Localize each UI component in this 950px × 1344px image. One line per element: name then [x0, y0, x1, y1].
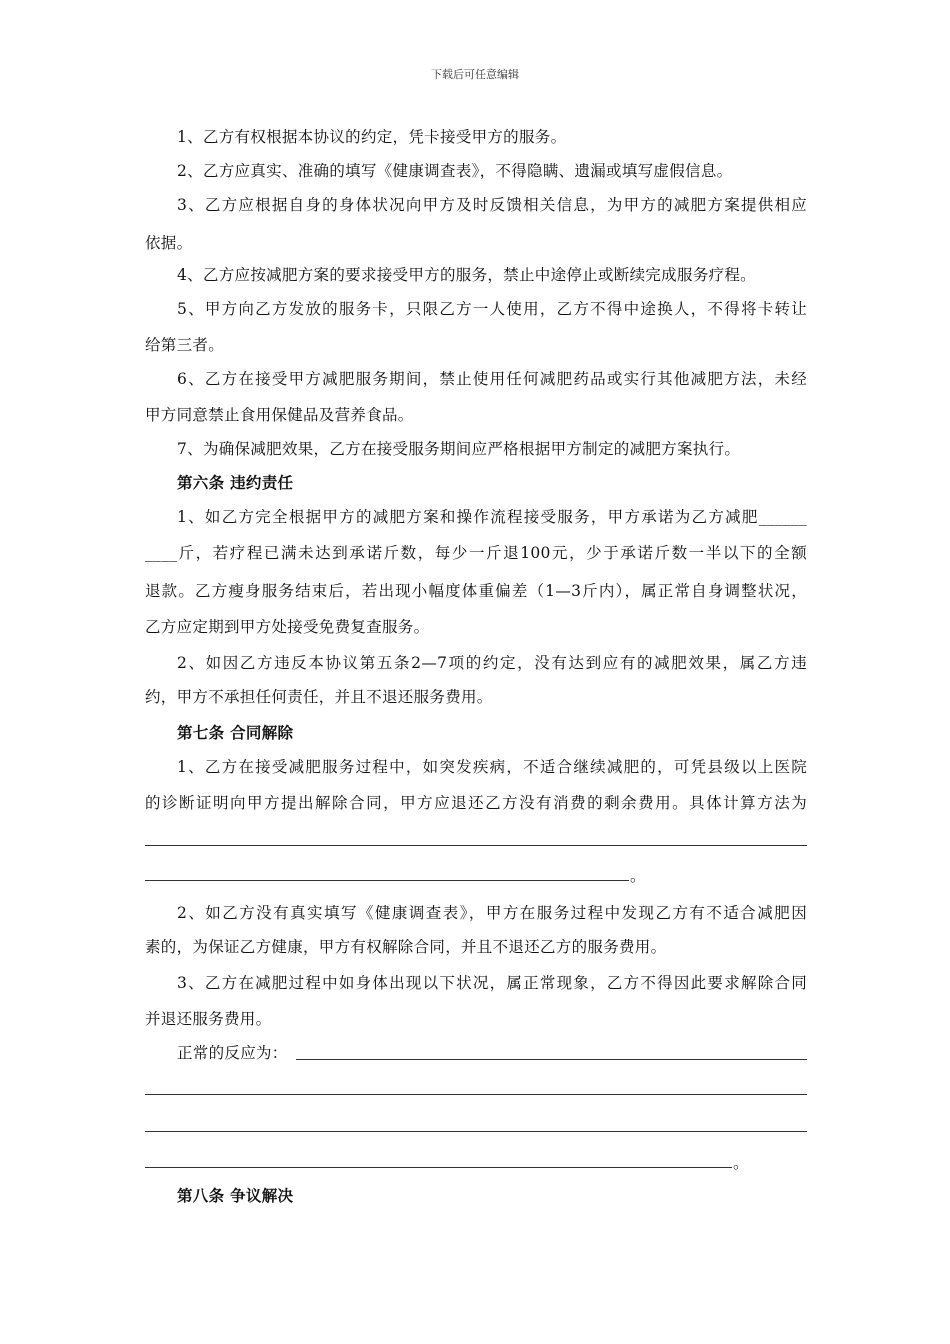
- blank-line: [145, 880, 629, 881]
- page-header: 下载后可任意编辑: [431, 68, 519, 81]
- article-7-heading: 第七条 合同解除: [177, 723, 294, 742]
- article-6-item-1-line1: 1、如乙方完全根据甲方的减肥方案和操作流程接受服务，甲方承诺为乙方减肥______: [177, 508, 807, 526]
- blank-line: [296, 1059, 807, 1060]
- article-7-item-2-line2: 素的，为保证乙方健康，甲方有权解除合同，并且不退还乙方的服务费用。: [145, 938, 667, 956]
- article-7-item-1-line2: 的诊断证明向甲方提出解除合同，甲方应退还乙方没有消费的剩余费用。具体计算方法为: [145, 794, 807, 812]
- clause-5-item-1: 1、乙方有权根据本协议的约定，凭卡接受甲方的服务。: [177, 128, 567, 146]
- article-6-item-2-line2: 约，甲方不承担任何责任，并且不退还服务费用。: [145, 688, 493, 706]
- article-6-item-1-line4: 乙方应定期到甲方处接受免费复查服务。: [145, 618, 430, 636]
- clause-5-item-5-line2: 给第三者。: [145, 336, 225, 354]
- article-7-item-2-line1: 2、如乙方没有真实填写《健康调查表》，甲方在服务过程中发现乙方有不适合减肥因: [177, 904, 807, 922]
- blank-line: [145, 1094, 807, 1095]
- normal-reaction-label: 正常的反应为：: [177, 1044, 288, 1062]
- article-6-item-1-line2: ____斤，若疗程已满未达到承诺斤数，每少一斤退100元，少于承诺斤数一半以下的全额: [145, 544, 807, 562]
- clause-5-item-6-line1: 6、乙方在接受甲方减肥服务期间，禁止使用任何减肥药品或实行其他减肥方法，未经: [177, 370, 807, 388]
- blank-line: [145, 845, 807, 846]
- blank-line: [145, 1167, 732, 1168]
- clause-5-item-2: 2、乙方应真实、准确的填写《健康调查表》，不得隐瞒、遗漏或填写虚假信息。: [177, 162, 733, 180]
- clause-5-item-5-line1: 5、甲方向乙方发放的服务卡，只限乙方一人使用，乙方不得中途换人，不得将卡转让: [177, 300, 807, 318]
- article-6-item-2-line1: 2、如因乙方违反本协议第五条2—7项的约定，没有达到应有的减肥效果，属乙方违: [177, 654, 807, 672]
- article-7-item-1-line1: 1、乙方在接受减肥服务过程中，如突发疾病，不适合继续减肥的，可凭县级以上医院: [177, 758, 807, 776]
- clause-5-item-7: 7、为确保减肥效果，乙方在接受服务期间应严格根据甲方制定的减肥方案执行。: [177, 440, 741, 458]
- article-8-heading: 第八条 争议解决: [177, 1186, 294, 1205]
- clause-5-item-3-line2: 依据。: [145, 234, 193, 252]
- article-6-heading: 第六条 违约责任: [177, 473, 294, 492]
- clause-5-item-3-line1: 3、乙方应根据自身的身体状况向甲方及时反馈相关信息，为甲方的减肥方案提供相应: [177, 196, 807, 214]
- sentence-end: 。: [630, 867, 646, 885]
- blank-line: [145, 1131, 807, 1132]
- article-7-item-3-line2: 并退还服务费用。: [145, 1010, 272, 1028]
- sentence-end: 。: [733, 1154, 749, 1172]
- article-6-item-1-line3: 退款。乙方瘦身服务结束后，若出现小幅度体重偏差（1—3斤内），属正常自身调整状况，: [145, 582, 807, 600]
- clause-5-item-4: 4、乙方应按减肥方案的要求接受甲方的服务，禁止中途停止或断续完成服务疗程。: [177, 266, 756, 284]
- article-7-item-3-line1: 3、乙方在减肥过程中如身体出现以下状况，属正常现象，乙方不得因此要求解除合同: [177, 974, 807, 992]
- clause-5-item-6-line2: 甲方同意禁止食用保健品及营养食品。: [145, 406, 414, 424]
